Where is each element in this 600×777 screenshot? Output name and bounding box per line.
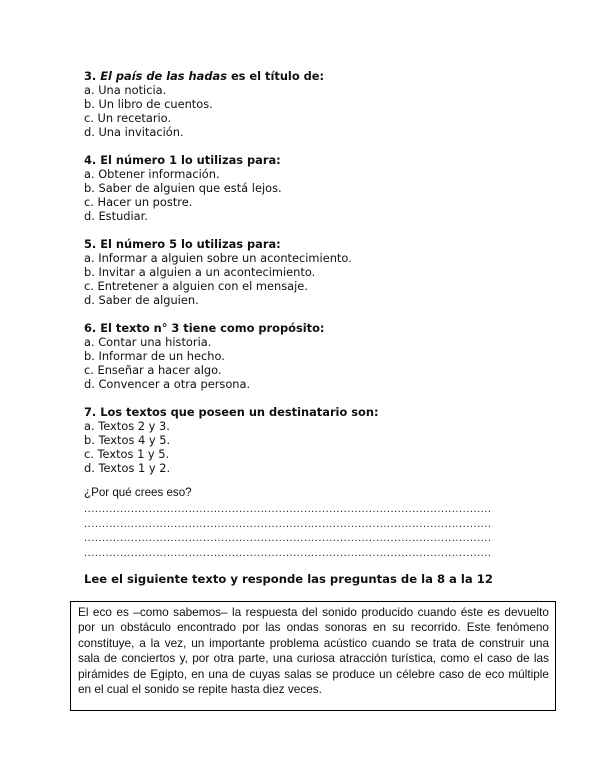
answer-line[interactable]: ................................................................................................................. [84, 546, 492, 559]
question-number: 3. [84, 69, 97, 83]
why-prompt: ¿Por qué crees eso? [84, 486, 192, 499]
question-title: 7. Los textos que poseen un destinatario son: [84, 405, 379, 419]
question-4 [84, 153, 544, 223]
question-title: 6. El texto n° 3 tiene como propósito: [84, 321, 325, 335]
answer-option: c. Un recetario. [84, 111, 172, 125]
reading-text-box [70, 601, 556, 711]
answer-option: c. Textos 1 y 5. [84, 447, 170, 461]
answer-line[interactable]: ................................................................................................................. [84, 503, 492, 515]
question-title: 5. El número 5 lo utilizas para: [84, 237, 281, 251]
answer-option: b. Informar de un hecho. [84, 349, 225, 363]
answer-option: b. Saber de alguien que está lejos. [84, 181, 282, 195]
answer-option: b. Textos 4 y 5. [84, 433, 171, 447]
answer-option: d. Convencer a otra persona. [84, 377, 251, 391]
answer-lines [84, 502, 516, 560]
answer-option: c. Hacer un postre. [84, 195, 193, 209]
book-title: El país de las hadas [100, 69, 227, 83]
question-5 [84, 237, 544, 307]
answer-option: c. Entretener a alguien con el mensaje. [84, 279, 308, 293]
answer-option: b. Invitar a alguien a un acontecimiento. [84, 265, 316, 279]
answer-line[interactable]: ................................................................................................................. [84, 517, 492, 530]
answer-option: a. Una noticia. [84, 83, 167, 97]
answer-line[interactable]: ................................................................................................................. [84, 532, 492, 544]
answer-option: a. Informar a alguien sobre un acontecimiento. [84, 251, 352, 265]
reading-text: El eco es –como sabemos– la respuesta del sonido producido cuando éste es devuelto por un obstáculo encontrado por las ondas sonoras en su recorrido. Este fenómeno constituye, a la vez, un importante problema acústico cuando se trata de construir una sala de conciertos y, por otra parte, una curiosa atracción turística, como el caso de las pirámides de Egipto, en una de cuyas salas se produce un célebre caso de eco múltiple en el cual el sonido se repite hasta diez veces. [78, 605, 549, 697]
answer-option: a. Obtener información. [84, 167, 220, 181]
question-title-rest: es el título de: [230, 69, 325, 83]
question-3 [84, 69, 544, 139]
questions-list [84, 69, 544, 489]
answer-option: d. Una invitación. [84, 125, 184, 139]
answer-option: d. Estudiar. [84, 209, 148, 223]
question-title: 4. El número 1 lo utilizas para: [84, 153, 281, 167]
question-6 [84, 321, 544, 391]
answer-option: d. Textos 1 y 2. [84, 461, 171, 475]
answer-option: a. Contar una historia. [84, 335, 212, 349]
question-title [84, 69, 544, 83]
answer-option: a. Textos 2 y 3. [84, 419, 170, 433]
answer-option: d. Saber de alguien. [84, 293, 199, 307]
question-7 [84, 405, 544, 475]
answer-option: b. Un libro de cuentos. [84, 97, 213, 111]
reading-instruction: Lee el siguiente texto y responde las preguntas de la 8 a la 12 [84, 572, 493, 586]
answer-option: c. Enseñar a hacer algo. [84, 363, 222, 377]
